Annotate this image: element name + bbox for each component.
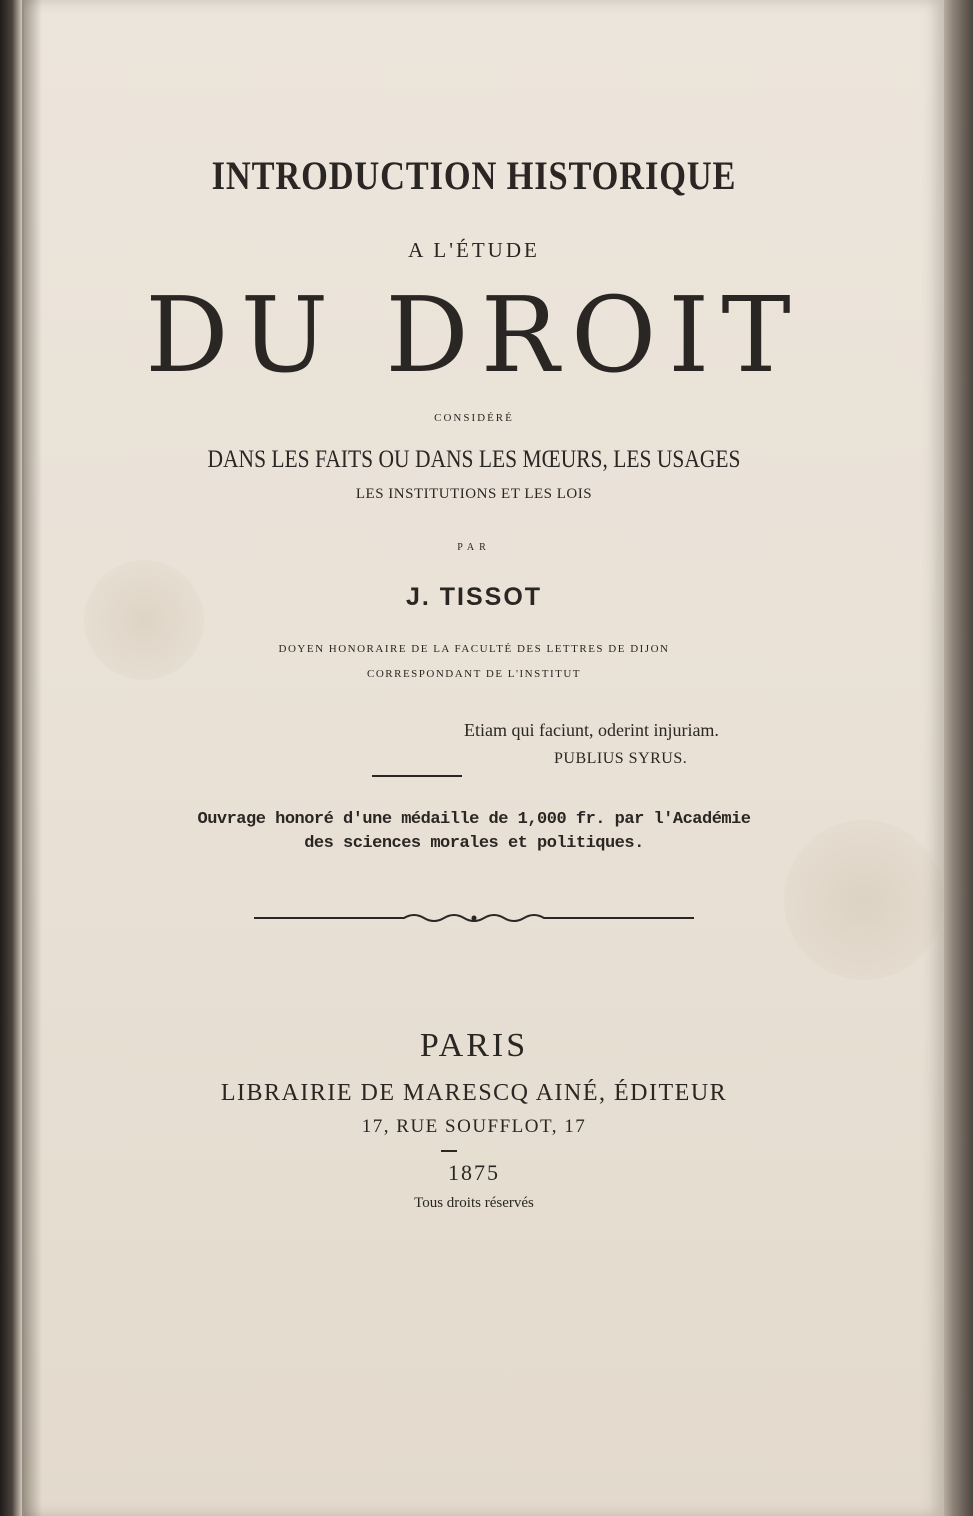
author-title-2: CORRESPONDANT DE L'INSTITUT bbox=[366, 668, 581, 680]
description-line-2: LES INSTITUTIONS ET LES LOIS bbox=[355, 486, 593, 502]
award-line-2: des sciences morales et politiques. bbox=[304, 834, 644, 853]
decorative-rule-icon bbox=[254, 908, 694, 928]
book-right-edge bbox=[940, 0, 973, 1516]
book-title: INTRODUCTION HISTORIQUE bbox=[211, 153, 737, 198]
publication-year: 1875 bbox=[448, 1160, 500, 1185]
divider-rule bbox=[372, 775, 462, 777]
rights-notice: Tous droits réservés bbox=[414, 1195, 534, 1211]
description-line-1: DANS LES FAITS OU DANS LES MŒURS, LES USAGES bbox=[207, 446, 741, 473]
epigraph-author: PUBLIUS SYRUS. bbox=[554, 750, 688, 767]
author-name: J. TISSOT bbox=[405, 583, 543, 611]
publisher-address: 17, RUE SOUFFLOT, 17 bbox=[361, 1116, 587, 1137]
publisher-name: LIBRAIRIE DE MARESCQ AINÉ, ÉDITEUR bbox=[220, 1080, 728, 1106]
book-subtitle: A L'ÉTUDE bbox=[408, 238, 540, 262]
award-line-1: Ouvrage honoré d'une médaille de 1,000 fr. par l'Académie bbox=[197, 810, 751, 829]
publication-city: PARIS bbox=[419, 1027, 529, 1064]
title-page bbox=[24, 0, 944, 1516]
author-title-1: DOYEN HONORAIRE DE LA FACULTÉ DES LETTRES DE DIJON bbox=[278, 643, 670, 655]
epigraph: Etiam qui faciunt, oderint injuriam. bbox=[464, 720, 719, 740]
divider-rule-small bbox=[441, 1150, 457, 1152]
spine-shadow bbox=[22, 0, 42, 1516]
paper-stain bbox=[84, 560, 204, 680]
considere-text: CONSIDÉRÉ bbox=[434, 412, 514, 424]
par-text: PAR bbox=[457, 542, 491, 553]
book-main-title: DU DROIT bbox=[145, 274, 803, 396]
